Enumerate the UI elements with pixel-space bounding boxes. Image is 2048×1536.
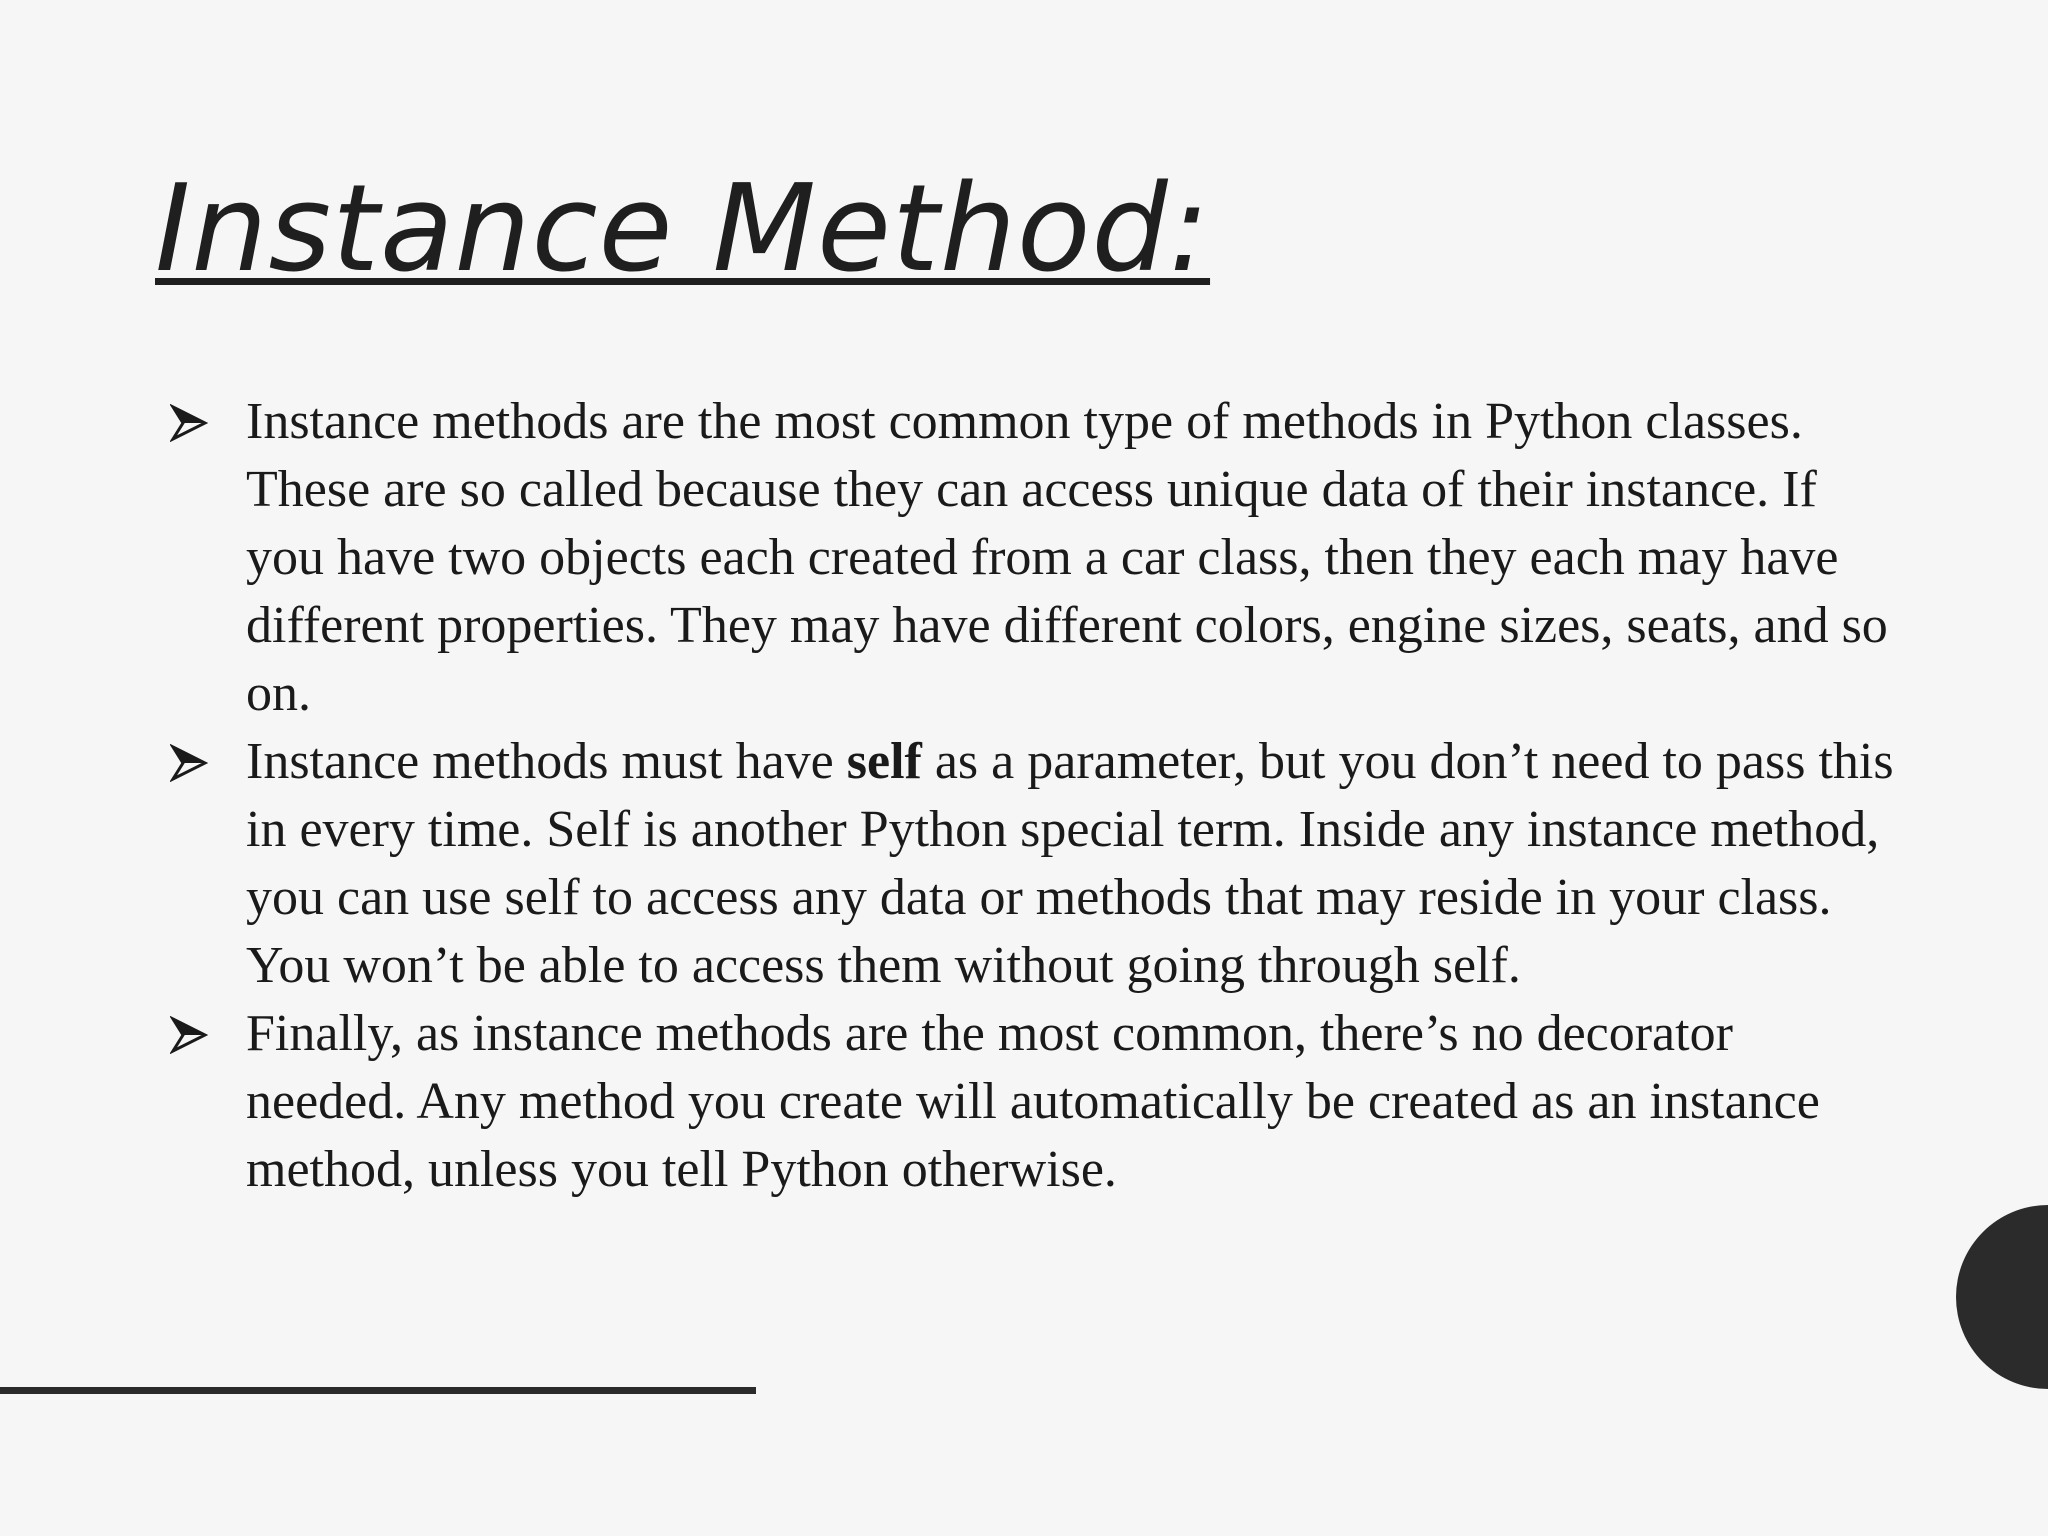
arrowhead-bullet-icon: [170, 404, 208, 442]
bullet-item: [170, 1000, 1900, 1204]
slide-title: Instance Method:: [155, 160, 1211, 299]
decorative-circle: [1956, 1205, 2048, 1389]
bullet-text-after: as a parameter, but you don’t need to pass this in every time. Self is another Python special term. Inside any instance method, you can use self to access any data or methods that may reside in your class. You won’t be able to access them without going through self.: [246, 733, 1894, 994]
bullet-bold-keyword: self: [846, 733, 922, 790]
bullet-text: Finally, as instance methods are the most common, there’s no decorator needed. Any method you create will automatically be created as an instance method, unless you tell Python otherwise.: [246, 1005, 1820, 1198]
bullet-text: Instance methods are the most common type of methods in Python classes. These are so called because they can access unique data of their instance. If you have two objects each created from a car class, then they each may have different properties. They may have different colors, engine sizes, seats, and so on.: [246, 393, 1888, 722]
bullet-item: [170, 388, 1900, 728]
arrowhead-bullet-icon: [170, 1016, 208, 1054]
bullet-list: [170, 388, 1900, 1204]
bullet-item: [170, 728, 1900, 1000]
bullet-text-before: Instance methods must have: [246, 733, 847, 790]
arrowhead-bullet-icon: [170, 744, 208, 782]
bottom-divider: [0, 1387, 756, 1394]
